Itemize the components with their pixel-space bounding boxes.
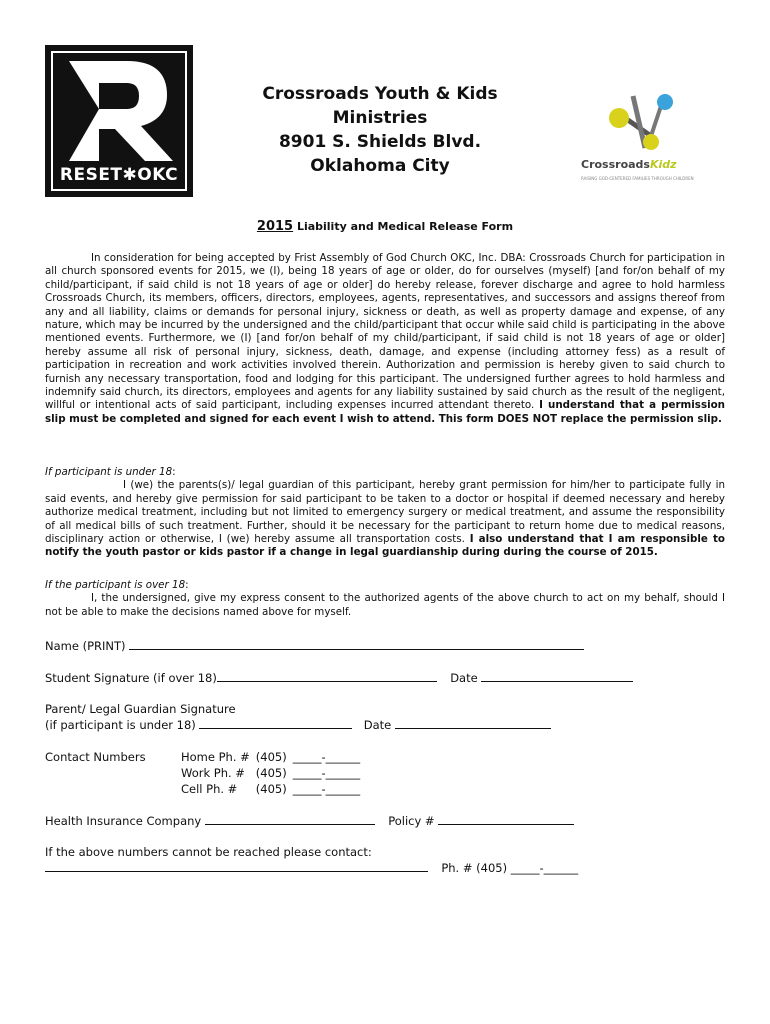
under-18-section: If participant is under 18: I (we) the parents(s)/ legal guardian of this participant, hereby grant permission for him/her to participate fully in said events, and hereby give permission for said participant to be taken to a doctor or hospital if deemed necessary and hereby authorize medical treatment, including but not limited to emergency surgery or medical treatment, and assume the responsibility of all medical bills of such treatment. Further, should it be necessary for the participant to return home due to medical reasons, disciplinary action or otherwise, I (we) hereby assume all transportation costs. I also understand that I am responsible to notify the youth pastor or kids pastor if a change in legal guardianship during during the course of 2015.	[45, 466, 726, 559]
form-year: 2015	[256, 219, 294, 234]
insurance-field[interactable]	[205, 813, 375, 825]
form-title	[0, 219, 770, 234]
under-18-heading: If participant is under 18	[45, 466, 173, 478]
logo-text: RESET✱OKC	[59, 165, 179, 185]
insurance-label: Health Insurance Company	[45, 814, 202, 828]
crossroads-kidz-logo	[575, 88, 695, 188]
parent-signature-label: Parent/ Legal Guardian Signature	[45, 702, 236, 716]
cell-area-code: (405)	[255, 782, 287, 796]
form-title-text: Liability and Medical Release Form	[293, 220, 514, 233]
work-area-code: (405)	[255, 766, 287, 780]
alternate-contact-label: If the above numbers cannot be reached please contact:	[45, 845, 372, 859]
over-18-heading: If the participant is over 18	[45, 579, 186, 591]
alternate-contact-row	[45, 845, 578, 876]
name-field[interactable]	[129, 638, 584, 650]
name-label: Name (PRINT)	[45, 639, 126, 653]
r-mark-icon	[55, 53, 183, 163]
parent-date-label: Date	[363, 718, 392, 732]
cell-phone-field[interactable]: _____-______	[292, 782, 361, 796]
kidz-logo-name: CrossroadsKidz	[581, 158, 677, 171]
work-phone-field[interactable]: _____-______	[292, 766, 361, 780]
header-line-1: Crossroads Youth & Kids	[262, 84, 498, 104]
over-18-section: If the participant is over 18: I, the undersigned, give my express consent to the authorized agents of the above church to act on my behalf, should I not be able to make the decisions named above for myself.	[45, 579, 725, 618]
parent-signature-field[interactable]	[199, 717, 352, 729]
student-date-label: Date	[450, 671, 478, 685]
permission-slip-note: I understand that a permission slip must be completed and signed for each event I wish to attend. This form DOES NOT replace the permission slip.	[45, 399, 726, 425]
student-signature-row	[45, 670, 633, 686]
molecule-icon	[589, 88, 689, 156]
cell-phone-label: Cell Ph. #	[181, 782, 238, 796]
reset-okc-logo	[45, 45, 193, 197]
contact-numbers-section	[45, 749, 366, 797]
alternate-phone-label: Ph. #	[441, 861, 473, 875]
release-paragraph	[45, 252, 725, 426]
header-line-3: 8901 S. Shields Blvd.	[278, 132, 482, 152]
under-18-text: I (we) the parents(s)/ legal guardian of this participant, hereby grant permission for him/her to participate fully in said events, and hereby give permission for said participant to be taken to a doctor or hospital if deemed necessary and hereby authorize medical treatment, including but not limited to emergency surgery or medical treatment, and assume the responsibility of all medical bills of such treatment. Further, should it be necessary for the participant to return home due to medical reasons, disciplinary action or otherwise, I (we) hereby assume all transportation costs.	[45, 479, 725, 546]
student-date-field[interactable]	[481, 670, 633, 682]
alternate-phone-field[interactable]: (405) _____-______	[476, 861, 579, 875]
release-text: In consideration for being accepted by Frist Assembly of God Church OKC, Inc. DBA: Crossroads Church for participation in all church sponsored events for 2015, we (I), being 18 years of age or older, do for ourselves (myself) [and for/on behalf of my child/participant, if said child is not 18 years of age or older] do hereby release, forever discharge and agree to hold harmless Crossroads Church, its members, officers, directors, employees, agents, representatives, and successors and assigns thereof from any and all liability, claims or demands for personal injury, sickness or death, as well as property damage and expense, of any nature, which may be incurred by the undersigned and the child/participant that occur while said child is participating in the above mentioned events. Furthermore, we (I) [and for/on behalf of my child/participant, if said child is not 18 years of age or older] hereby assume all risk of personal injury, sickness, death, damage, and expense (including attorney fess) as a result of participation in recreation and work activities involved therein. Authorization and permission is hereby given to said church to furnish any necessary transportation, food and lodging for this participant. The undersigned further agrees to hold harmless and indemnify said church, its directors, employees and agents for any liability sustained by said church as the result of the negligent, willful or intentional acts of said participant, including expenses incurred attendant thereto.	[45, 252, 725, 412]
header-line-4: Oklahoma City	[310, 156, 450, 176]
guardianship-note: I also understand that I am responsible to notify the youth pastor or kids pastor if a change in legal guardianship during during the course of 2015.	[45, 533, 726, 559]
church-header	[215, 82, 545, 178]
policy-field[interactable]	[438, 813, 574, 825]
parent-signature-sublabel: (if participant is under 18)	[45, 718, 196, 732]
name-row	[45, 638, 584, 654]
contact-numbers-label: Contact Numbers	[45, 750, 146, 764]
header-line-2: Ministries	[332, 108, 428, 128]
over-18-text: I, the undersigned, give my express consent to the authorized agents of the above church to act on my behalf, should I not be able to make the decisions named above for myself.	[45, 592, 725, 618]
insurance-row	[45, 813, 574, 829]
home-phone-label: Home Ph. #	[181, 750, 250, 764]
home-area-code: (405)	[255, 750, 287, 764]
kidz-logo-tagline: RAISING GOD-CENTERED FAMILIES THROUGH CHILDREN	[581, 176, 694, 181]
parent-signature-row	[45, 702, 551, 733]
student-signature-field[interactable]	[217, 670, 437, 682]
home-phone-field[interactable]: _____-______	[292, 750, 361, 764]
student-signature-label: Student Signature (if over 18)	[45, 671, 217, 685]
parent-date-field[interactable]	[395, 717, 551, 729]
alternate-contact-field[interactable]	[45, 860, 428, 872]
work-phone-label: Work Ph. #	[181, 766, 245, 780]
policy-label: Policy #	[388, 814, 435, 828]
